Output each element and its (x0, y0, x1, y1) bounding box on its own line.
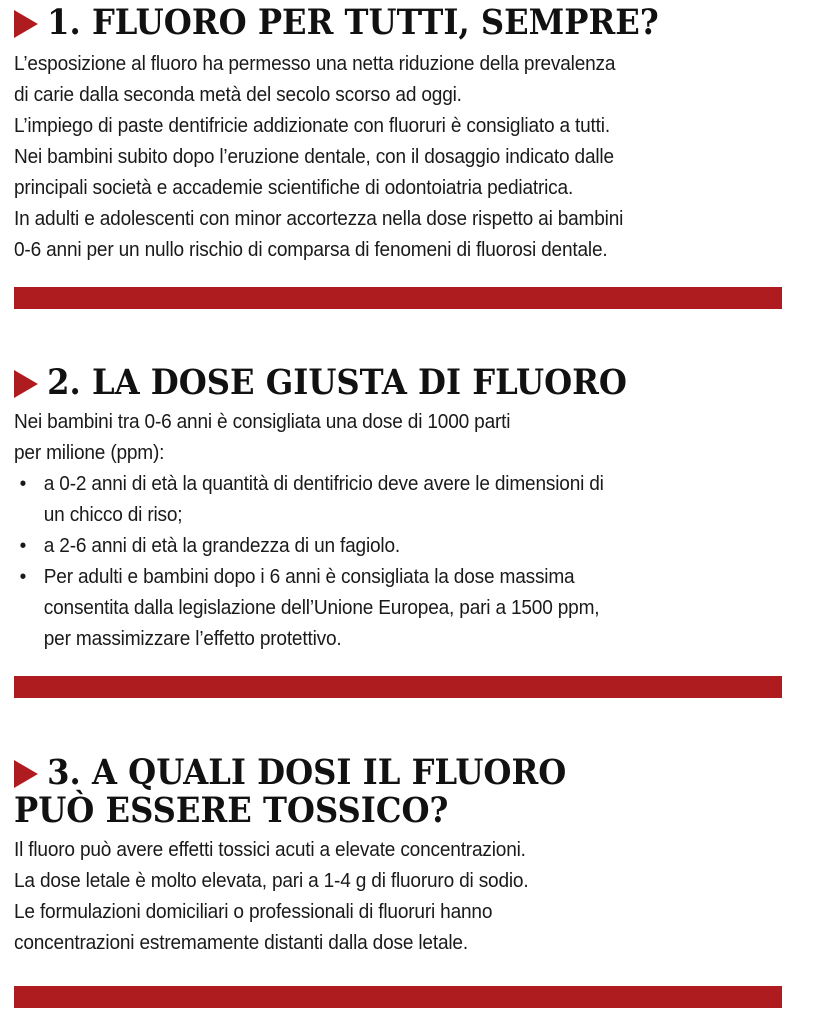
heading-line: 1. FLUORO PER TUTTI, SEMPRE? (47, 2, 659, 43)
paragraph-line: In adulti e adolescenti con minor accortezza nella dose rispetto ai bambini (14, 207, 624, 230)
list-item-line: a 2-6 anni di età la grandezza di un fagiolo. (43, 534, 401, 557)
section-1 (14, 4, 784, 265)
paragraph-line: Il fluoro può avere effetti tossici acuti a elevate concentrazioni. (14, 838, 526, 861)
heading-line: 3. A QUALI DOSI IL FLUORO (47, 752, 567, 793)
list-item (14, 530, 730, 561)
section-3-paragraph (14, 834, 730, 958)
section-1-paragraph (14, 48, 730, 265)
triangle-marker-icon (14, 10, 38, 38)
paragraph-line: per milione (ppm): (14, 441, 165, 464)
heading-line: 2. LA DOSE GIUSTA DI FLUORO (47, 362, 627, 403)
section-2 (14, 364, 784, 654)
section-3-heading (14, 754, 722, 830)
paragraph-line: Nei bambini subito dopo l’eruzione dentale, con il dosaggio indicato dalle (14, 145, 614, 168)
paragraph-line: Nei bambini tra 0-6 anni è consigliata una dose di 1000 parti (14, 410, 511, 433)
list-item-line: per massimizzare l’effetto protettivo. (43, 627, 342, 650)
section-1-heading (14, 4, 722, 42)
section-2-paragraph (14, 406, 730, 654)
paragraph-line: 0-6 anni per un nullo rischio di comparsa di fenomeni di fluorosi dentale. (14, 238, 608, 261)
triangle-marker-icon (14, 760, 38, 788)
list-item-line: consentita dalla legislazione dell’Unione Europea, pari a 1500 ppm, (43, 596, 600, 619)
section-divider-bar (14, 676, 782, 698)
bullet-list (14, 468, 730, 654)
section-divider-bar (14, 986, 782, 1008)
triangle-marker-icon (14, 370, 38, 398)
bullet-icon: • (19, 534, 27, 557)
paragraph-line: principali società e accademie scientifiche di odontoiatria pediatrica. (14, 176, 574, 199)
bullet-icon: • (19, 565, 27, 588)
list-item (14, 468, 730, 530)
list-item (14, 561, 730, 654)
paragraph-line: La dose letale è molto elevata, pari a 1-4 g di fluoruro di sodio. (14, 869, 529, 892)
heading-line: PUÒ ESSERE TOSSICO? (14, 790, 449, 831)
paragraph-line: L’impiego di paste dentifricie addizionate con fluoruri è consigliato a tutti. (14, 114, 610, 137)
paragraph-line: Le formulazioni domiciliari o professionali di fluoruri hanno (14, 900, 493, 923)
paragraph-line: di carie dalla seconda metà del secolo scorso ad oggi. (14, 83, 462, 106)
section-divider-bar (14, 287, 782, 309)
paragraph-line: L’esposizione al fluoro ha permesso una netta riduzione della prevalenza (14, 52, 616, 75)
list-item-line: a 0-2 anni di età la quantità di dentifricio deve avere le dimensioni di (43, 472, 604, 495)
section-2-heading (14, 364, 722, 402)
paragraph-line: concentrazioni estremamente distanti dalla dose letale. (14, 931, 468, 954)
section-3 (14, 754, 784, 958)
list-item-line: Per adulti e bambini dopo i 6 anni è consigliata la dose massima (43, 565, 575, 588)
bullet-icon: • (19, 472, 27, 495)
list-item-line: un chicco di riso; (43, 503, 183, 526)
